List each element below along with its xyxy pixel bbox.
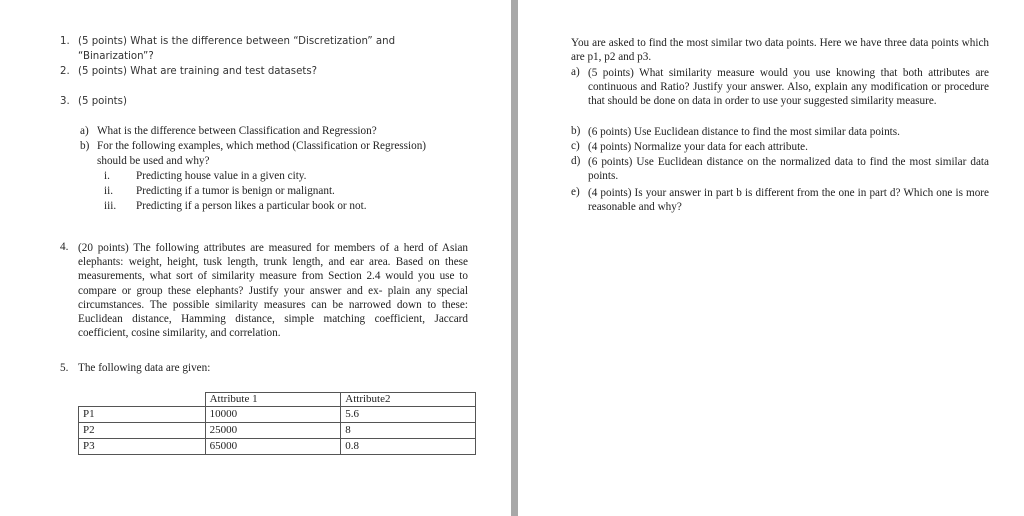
q4-number: 4. xyxy=(60,241,69,253)
q5-number: 5. xyxy=(60,362,69,374)
right-e-text: (4 points) Is your answer in part b is different from the one in part d? Which one is more reasonable and why? xyxy=(588,187,989,214)
q4-text: (20 points) The following attributes are measured for members of a herd of Asian elephants: weight, height, tusk length, trunk length, and ear area. Based on these measurements, what sort of similarity measure from Section 2.4 would you use to compare or group these elephants? Justify your answer and ex- plain any special circumstances. The possible similarity measures can be narrowed down to these: Euclidean distance, Hamming distance, simple matching coefficient, Jaccard coefficient, cosine similarity, and correlation. xyxy=(78,242,468,340)
table-cell: P2 xyxy=(79,423,206,439)
q3-b-text-line1: For the following examples, which method (Classification or Regression) xyxy=(97,140,427,152)
table-cell: 10000 xyxy=(205,407,341,423)
table-cell: 5.6 xyxy=(341,407,476,423)
table-cell: 65000 xyxy=(205,439,341,455)
q5-text: The following data are given: xyxy=(78,362,211,374)
q3-text: (5 points) xyxy=(78,96,127,107)
q3-b-label: b) xyxy=(80,140,90,152)
q3-item-ii-label: ii. xyxy=(104,185,114,197)
right-page xyxy=(518,0,1024,516)
right-a-label: a) xyxy=(571,66,580,78)
right-c-label: c) xyxy=(571,140,580,152)
q3-item-iii-text: Predicting if a person likes a particular book or not. xyxy=(136,200,367,212)
right-d-label: d) xyxy=(571,155,581,167)
q1-text-line2: “Binarization”? xyxy=(78,51,154,62)
right-b-text: (6 points) Use Euclidean distance to find the most similar data points. xyxy=(588,126,900,138)
right-d-text: (6 points) Use Euclidean distance on the normalized data to find the most similar data points. xyxy=(588,156,989,183)
q3-number: 3. xyxy=(60,96,70,107)
q3-a-text: What is the difference between Classification and Regression? xyxy=(97,125,377,137)
right-a-text: (5 points) What similarity measure would you use knowing that both attributes are continuous and Ratio? Justify your answer. Also, explain any modification or procedure that should be done on data in order to use your suggested similarity measure. xyxy=(588,67,989,108)
table-cell: 0.8 xyxy=(341,439,476,455)
table-header-cell xyxy=(79,393,206,407)
right-b-label: b) xyxy=(571,125,581,137)
q1-number: 1. xyxy=(60,36,70,47)
table-cell: 8 xyxy=(341,423,476,439)
right-intro: You are asked to find the most similar two data points. Here we have three data points which are p1, p2 and p3. xyxy=(571,37,989,64)
table-header-cell: Attribute2 xyxy=(341,393,476,407)
q3-b-text-line2: should be used and why? xyxy=(97,155,210,167)
q3-item-ii-text: Predicting if a tumor is benign or malignant. xyxy=(136,185,335,197)
q2-number: 2. xyxy=(60,66,70,77)
right-e-label: e) xyxy=(571,186,580,198)
table-row xyxy=(79,407,476,423)
q3-item-i-label: i. xyxy=(104,170,110,182)
q3-item-i-text: Predicting house value in a given city. xyxy=(136,170,307,182)
right-c-text: (4 points) Normalize your data for each attribute. xyxy=(588,141,808,153)
table-header-row xyxy=(79,393,476,407)
table-row xyxy=(79,423,476,439)
table-cell: P3 xyxy=(79,439,206,455)
q1-text-line1: (5 points) What is the difference between “Discretization” and xyxy=(78,36,396,47)
table-cell: 25000 xyxy=(205,423,341,439)
table-row xyxy=(79,439,476,455)
table-header-cell: Attribute 1 xyxy=(205,393,341,407)
q3-item-iii-label: iii. xyxy=(104,200,117,212)
data-table xyxy=(78,392,476,455)
table-cell: P1 xyxy=(79,407,206,423)
q2-text: (5 points) What are training and test datasets? xyxy=(78,66,318,77)
q3-a-label: a) xyxy=(80,125,89,137)
left-page xyxy=(0,0,511,516)
